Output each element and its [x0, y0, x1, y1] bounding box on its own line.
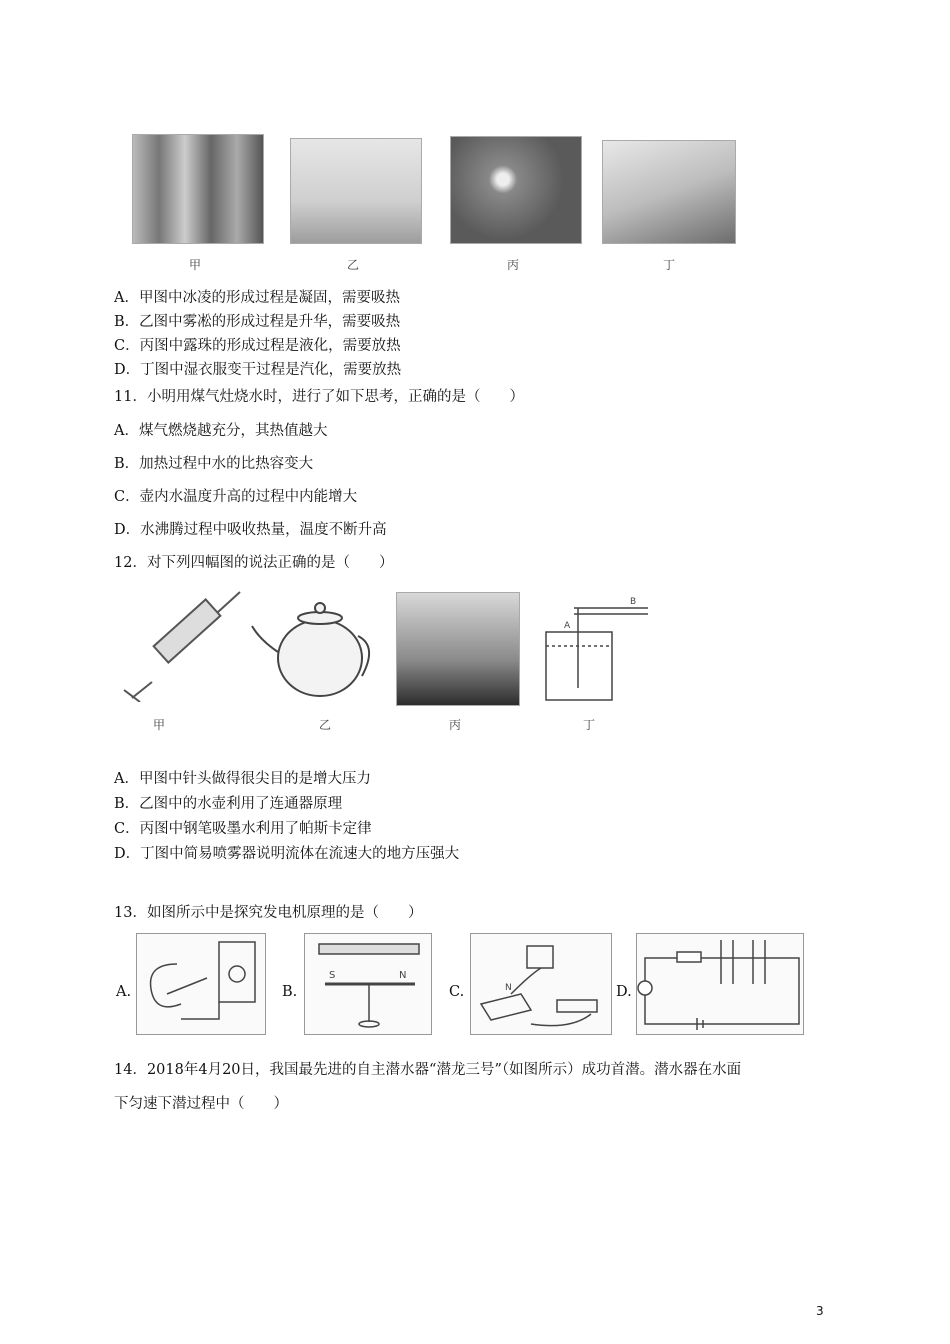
photo-drying-clothes — [602, 140, 736, 244]
photo-dewdrop — [450, 136, 582, 244]
caption-bing-2: 丙 — [448, 718, 461, 732]
q13-label-b: B. — [282, 984, 298, 1000]
sprayer-icon — [538, 590, 650, 704]
photo-pen-ink — [396, 592, 520, 706]
caption-jia-2: 甲 — [152, 718, 165, 732]
svg-text:N: N — [399, 970, 407, 981]
q11-option-c: C．壶内水温度升高的过程中内能增大 — [114, 489, 358, 505]
caption-yi: 乙 — [346, 258, 359, 272]
caption-yi-2: 乙 — [318, 718, 331, 732]
q11-stem: 11．小明用煤气灶烧水时，进行了如下思考，正确的是（ ） — [114, 389, 524, 405]
q13-figure-c — [470, 933, 612, 1035]
page-number: 3 — [816, 1304, 824, 1318]
q13-figure-a — [136, 933, 266, 1035]
caption-bing: 丙 — [506, 258, 519, 272]
q10-option-d: D．丁图中湿衣服变干过程是汽化，需要放热 — [114, 362, 402, 378]
figure-row-1 — [130, 128, 750, 274]
q11-option-a: A．煤气燃烧越充分，其热值越大 — [114, 423, 328, 439]
q10-option-b: B．乙图中雾凇的形成过程是升华，需要吸热 — [114, 314, 401, 330]
q13-label-d: D. — [616, 984, 632, 1000]
q11-option-d: D．水沸腾过程中吸收热量，温度不断升高 — [114, 522, 387, 538]
teapot-icon — [250, 586, 380, 704]
caption-jia: 甲 — [188, 258, 201, 272]
q10-option-a: A．甲图中冰凌的形成过程是凝固，需要吸热 — [114, 290, 400, 306]
photo-rime-trees — [290, 138, 422, 244]
photo-icicles — [132, 134, 264, 244]
q13-figure-d — [636, 933, 804, 1035]
caption-ding: 丁 — [662, 258, 675, 272]
q12-option-a: A．甲图中针头做得很尖目的是增大压力 — [114, 771, 371, 787]
caption-ding-2: 丁 — [582, 718, 595, 732]
q13-figure-b — [304, 933, 432, 1035]
q10-option-c: C．丙图中露珠的形成过程是液化，需要放热 — [114, 338, 401, 354]
svg-text:N: N — [505, 983, 512, 993]
svg-text:B: B — [630, 597, 637, 607]
q12-option-b: B．乙图中的水壶利用了连通器原理 — [114, 796, 343, 812]
q12-option-d: D．丁图中简易喷雾器说明流体在流速大的地方压强大 — [114, 846, 460, 862]
q13-label-a: A. — [116, 984, 132, 1000]
q13-stem: 13．如图所示中是探究发电机原理的是（ ） — [114, 905, 423, 921]
svg-text:A: A — [564, 621, 571, 631]
q12-option-c: C．丙图中钢笔吸墨水利用了帕斯卡定律 — [114, 821, 372, 837]
figure-row-2 — [118, 582, 653, 736]
q11-option-b: B．加热过程中水的比热容变大 — [114, 456, 314, 472]
syringe-icon — [122, 590, 242, 702]
q14-line-2: 下匀速下潜过程中（ ） — [114, 1096, 288, 1112]
q13-label-c: C. — [449, 984, 465, 1000]
q12-stem: 12．对下列四幅图的说法正确的是（ ） — [114, 555, 394, 571]
q14-line-1: 14．2018年4月20日，我国最先进的自主潜水器“潜龙三号”（如图所示）成功首潜。潜水器在水面 — [114, 1062, 742, 1078]
svg-text:S: S — [329, 970, 336, 981]
